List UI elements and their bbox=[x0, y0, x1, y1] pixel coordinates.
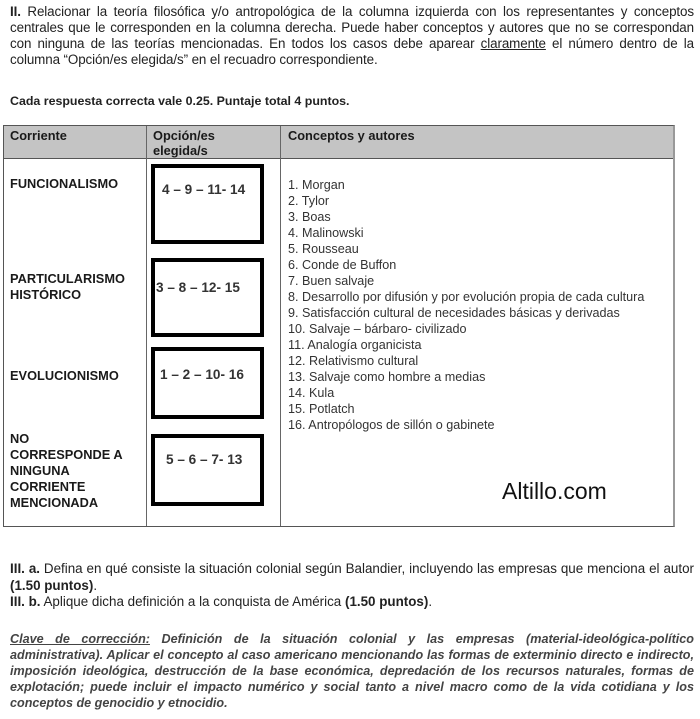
corriente-label: CORRESPONDE A bbox=[10, 447, 123, 462]
answer-value: 3 – 8 – 12- 15 bbox=[156, 280, 240, 295]
column-divider bbox=[280, 126, 281, 526]
corriente-funcionalismo bbox=[10, 176, 118, 192]
table-header bbox=[4, 126, 673, 159]
punctuation: . bbox=[93, 577, 98, 593]
concept-item: 13. Salvaje como hombre a medias bbox=[288, 370, 486, 384]
corriente-label: PARTICULARISMO bbox=[10, 271, 125, 286]
concept-item: 10. Salvaje – bárbaro- civilizado bbox=[288, 322, 467, 336]
concepts-list bbox=[288, 177, 673, 433]
header-opcion bbox=[153, 128, 215, 158]
concept-item: 14. Kula bbox=[288, 386, 335, 400]
answer-key-label: Clave de corrección: bbox=[10, 632, 150, 646]
watermark: Altillo.com bbox=[502, 478, 607, 504]
column-divider bbox=[146, 126, 147, 526]
answer-box-no-corresponde[interactable] bbox=[151, 434, 264, 506]
instructions-text-2: el número dentro de la columna “Opción/es elegida/s” en el recuadro correspondiente. bbox=[10, 36, 694, 67]
question-3a-points: (1.50 puntos) bbox=[10, 577, 94, 593]
concept-item: 5. Rousseau bbox=[288, 242, 359, 256]
header-conceptos: Conceptos y autores bbox=[288, 128, 415, 143]
exercise-instructions bbox=[10, 4, 694, 68]
concept-item: 15. Potlatch bbox=[288, 402, 355, 416]
answer-box-funcionalismo[interactable] bbox=[151, 164, 264, 244]
matching-table bbox=[3, 125, 675, 527]
concept-item: 6. Conde de Buffon bbox=[288, 258, 397, 272]
punctuation: . bbox=[428, 594, 433, 609]
header-opcion-line1: Opción/es bbox=[153, 128, 215, 143]
question-3a-label: III. a. bbox=[10, 561, 40, 576]
header-corriente: Corriente bbox=[10, 128, 67, 143]
concept-item: 9. Satisfacción cultural de necesidades básicas y derivadas bbox=[288, 306, 620, 320]
corriente-label: NINGUNA bbox=[10, 463, 70, 478]
answer-box-evolucionismo[interactable] bbox=[151, 347, 264, 419]
answer-value: 4 – 9 – 11- 14 bbox=[162, 182, 246, 197]
answer-value: 5 – 6 – 7- 13 bbox=[166, 452, 243, 467]
instructions-text-1: Relacionar la teoría filosófica y/o antropológica de la columna izquierda con los representantes y conceptos centrales que le corresponden en la columna derecha. Puede haber conceptos y autores que no se correspondan con ninguna de las teorías mencionadas. En todos los casos debe aparear bbox=[10, 4, 694, 51]
question-3a bbox=[10, 561, 694, 594]
corriente-label: EVOLUCIONISMO bbox=[10, 368, 119, 383]
question-3b bbox=[10, 594, 694, 611]
scoring-note: Cada respuesta correcta vale 0.25. Puntaje total 4 puntos. bbox=[10, 94, 350, 108]
corriente-evolucionismo bbox=[10, 368, 119, 384]
answer-box-particularismo[interactable] bbox=[151, 258, 264, 337]
corriente-label: HISTÓRICO bbox=[10, 287, 82, 302]
answer-key bbox=[10, 631, 694, 711]
answer-value: 1 – 2 – 10- 16 bbox=[160, 367, 244, 382]
exercise-number: II. bbox=[10, 4, 21, 19]
question-3 bbox=[10, 561, 694, 611]
header-opcion-line2: elegida/s bbox=[153, 143, 208, 158]
concept-item: 1. Morgan bbox=[288, 178, 345, 192]
question-3b-points: (1.50 puntos) bbox=[344, 594, 429, 609]
question-3b-text: Aplique dicha definición a la conquista de América bbox=[40, 594, 345, 609]
instructions-underlined: claramente bbox=[480, 36, 546, 51]
concept-item: 4. Malinowski bbox=[288, 226, 364, 240]
question-3b-label: III. b. bbox=[10, 594, 41, 609]
corriente-label: FUNCIONALISMO bbox=[10, 176, 119, 191]
concept-item: 11. Analogía organicista bbox=[288, 338, 422, 352]
concept-item: 2. Tylor bbox=[288, 194, 330, 208]
concept-item: 7. Buen salvaje bbox=[288, 274, 375, 288]
concept-item: 3. Boas bbox=[288, 210, 331, 224]
corriente-label: NO bbox=[10, 431, 30, 446]
concept-item: 16. Antropólogos de sillón o gabinete bbox=[288, 418, 495, 432]
corriente-label: MENCIONADA bbox=[10, 495, 99, 510]
concept-item: 8. Desarrollo por difusión y por evolución propia de cada cultura bbox=[288, 290, 645, 304]
question-3a-text: Defina en qué consiste la situación colonial según Balandier, incluyendo las empresas que menciona el autor bbox=[39, 561, 694, 576]
corriente-particularismo-historico bbox=[10, 271, 125, 303]
concept-item: 12. Relativismo cultural bbox=[288, 354, 419, 368]
corriente-no-corresponde bbox=[10, 431, 123, 511]
corriente-label: CORRIENTE bbox=[10, 479, 86, 494]
answer-key-text: Definición de la situación colonial y las empresas (material-ideológica-político administrativa). Aplicar el concepto al caso americano mencionando las formas de exterminio directo e indirecto, imposición ideológica, destrucción de la base económica, depredación de los recursos naturales, formas de explotación; puede incluir el impacto numérico y social tanto a nivel macro como de la vida cotidiana y los conceptos de genocidio y etnocidio. bbox=[10, 632, 694, 710]
